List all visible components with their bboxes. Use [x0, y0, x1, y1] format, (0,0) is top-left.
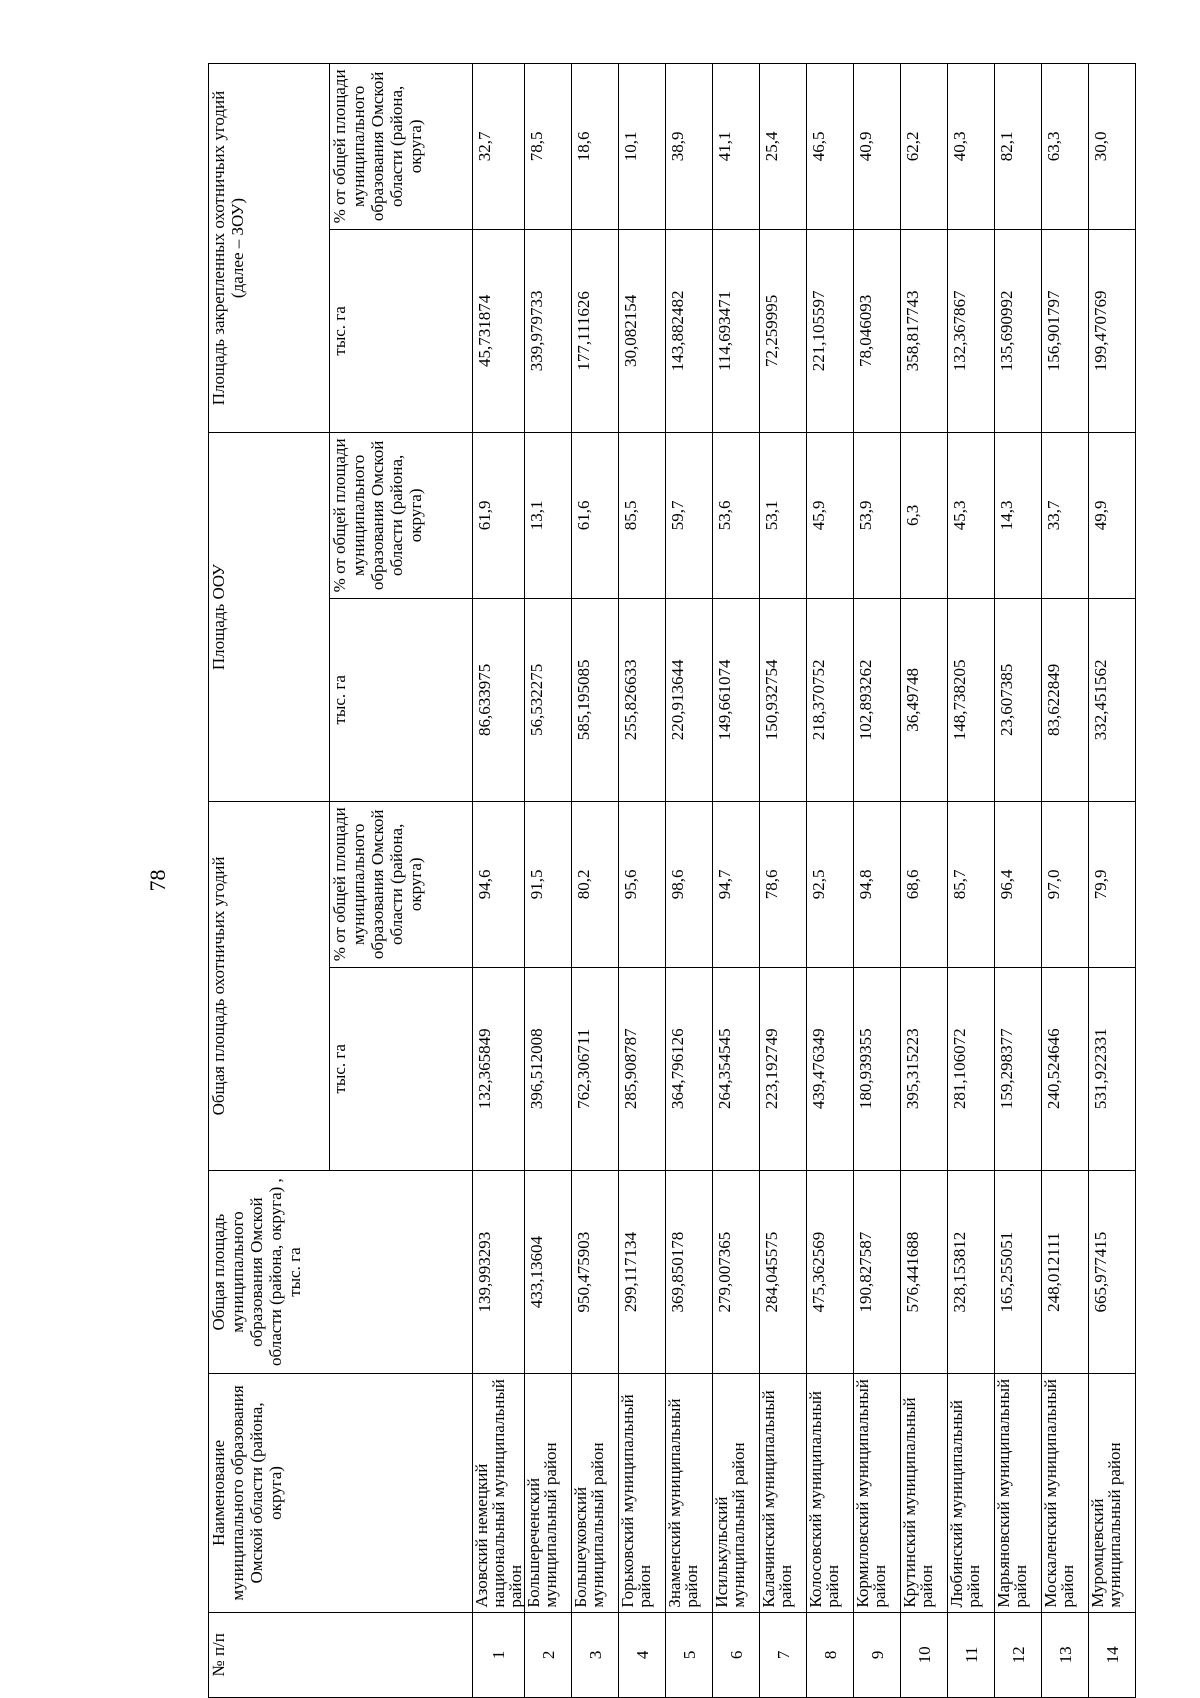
cell-zou-ha: 177,111626: [572, 229, 619, 432]
table-row: [572, 64, 619, 1698]
table-row: [854, 64, 901, 1698]
cell-oou-ha: 83,622849: [1042, 598, 1089, 801]
cell-hunting-pct: 98,6: [666, 801, 713, 967]
cell-hunting-pct: 68,6: [901, 801, 948, 967]
cell-name: Любинский муниципальный район: [948, 1374, 995, 1612]
cell-name: Крутинский муниципальный район: [901, 1374, 948, 1612]
cell-hunting-ha: 762,306711: [572, 967, 619, 1170]
cell-index: 1: [473, 1612, 525, 1697]
cell-hunting-ha: 396,512008: [525, 967, 572, 1170]
table-row: [760, 64, 807, 1698]
cell-oou-ha: 218,370752: [807, 598, 854, 801]
cell-oou-ha: 220,913644: [666, 598, 713, 801]
cell-index: 7: [760, 1612, 807, 1697]
cell-zou-ha: 143,882482: [666, 229, 713, 432]
cell-zou-pct: 41,1: [713, 64, 760, 230]
table-row: [619, 64, 666, 1698]
table-row: [948, 64, 995, 1698]
header-name: Наименование муниципального образования Омской области (района, округа): [209, 1374, 473, 1612]
cell-zou-pct: 82,1: [995, 64, 1042, 230]
cell-zou-ha: 114,693471: [713, 229, 760, 432]
cell-index: 3: [572, 1612, 619, 1697]
cell-oou-pct: 14,3: [995, 433, 1042, 599]
subheader-zou-pct: % от общей площади муниципального образования Омской области (района, округа): [330, 64, 473, 230]
header-hunting-area: Общая площадь охотничьих угодий: [209, 801, 330, 1170]
cell-oou-pct: 53,1: [760, 433, 807, 599]
cell-zou-ha: 78,046093: [854, 229, 901, 432]
cell-oou-pct: 33,7: [1042, 433, 1089, 599]
cell-zou-pct: 40,3: [948, 64, 995, 230]
cell-hunting-pct: 97,0: [1042, 801, 1089, 967]
hunting-area-table: [208, 63, 1136, 1698]
cell-name: Горьковский муниципальный район: [619, 1374, 666, 1612]
cell-oou-pct: 45,3: [948, 433, 995, 599]
cell-hunting-pct: 94,6: [473, 801, 525, 967]
cell-zou-ha: 339,979733: [525, 229, 572, 432]
table-row: [995, 64, 1042, 1698]
cell-total-area: 665,977415: [1089, 1170, 1136, 1373]
cell-index: 12: [995, 1612, 1042, 1697]
table-row: [525, 64, 572, 1698]
table-row: [1042, 64, 1089, 1698]
cell-oou-pct: 45,9: [807, 433, 854, 599]
cell-oou-pct: 85,5: [619, 433, 666, 599]
cell-zou-ha: 135,690992: [995, 229, 1042, 432]
cell-total-area: 279,007365: [713, 1170, 760, 1373]
cell-name: Знаменский муниципальный район: [666, 1374, 713, 1612]
cell-total-area: 475,362569: [807, 1170, 854, 1373]
cell-oou-pct: 61,9: [473, 433, 525, 599]
cell-hunting-ha: 159,298377: [995, 967, 1042, 1170]
cell-hunting-pct: 91,5: [525, 801, 572, 967]
cell-name: Кормиловский муниципальный район: [854, 1374, 901, 1612]
cell-oou-pct: 61,6: [572, 433, 619, 599]
header-oou-area: Площадь ООУ: [209, 433, 330, 802]
table-body: [473, 64, 1136, 1698]
cell-hunting-ha: 264,354545: [713, 967, 760, 1170]
cell-zou-pct: 10,1: [619, 64, 666, 230]
cell-zou-ha: 221,105597: [807, 229, 854, 432]
cell-total-area: 284,045575: [760, 1170, 807, 1373]
header-index: № п/п: [209, 1612, 473, 1697]
cell-total-area: 299,117134: [619, 1170, 666, 1373]
cell-name: Муромцевский муниципальный район: [1089, 1374, 1136, 1612]
cell-zou-pct: 46,5: [807, 64, 854, 230]
cell-oou-ha: 255,826633: [619, 598, 666, 801]
cell-hunting-pct: 80,2: [572, 801, 619, 967]
cell-zou-pct: 78,5: [525, 64, 572, 230]
table-row: [666, 64, 713, 1698]
cell-hunting-ha: 395,315223: [901, 967, 948, 1170]
cell-hunting-pct: 85,7: [948, 801, 995, 967]
cell-index: 2: [525, 1612, 572, 1697]
cell-oou-ha: 86,633975: [473, 598, 525, 801]
cell-hunting-pct: 94,7: [713, 801, 760, 967]
cell-oou-ha: 332,451562: [1089, 598, 1136, 801]
cell-total-area: 248,012111: [1042, 1170, 1089, 1373]
cell-zou-pct: 25,4: [760, 64, 807, 230]
subheader-hunting-ha: тыс. га: [330, 967, 473, 1170]
cell-oou-ha: 585,195085: [572, 598, 619, 801]
cell-hunting-ha: 531,922331: [1089, 967, 1136, 1170]
cell-zou-pct: 18,6: [572, 64, 619, 230]
cell-zou-ha: 132,367867: [948, 229, 995, 432]
cell-index: 11: [948, 1612, 995, 1697]
cell-name: Исилькульский муниципальный район: [713, 1374, 760, 1612]
cell-zou-ha: 72,259995: [760, 229, 807, 432]
cell-hunting-pct: 94,8: [854, 801, 901, 967]
subheader-oou-pct: % от общей площади муниципального образования Омской области (района, округа): [330, 433, 473, 599]
table-row: [473, 64, 525, 1698]
table-row: [713, 64, 760, 1698]
cell-name: Большереченский муниципальный район: [525, 1374, 572, 1612]
cell-index: 10: [901, 1612, 948, 1697]
cell-hunting-ha: 180,939355: [854, 967, 901, 1170]
table-row: [807, 64, 854, 1698]
cell-hunting-pct: 79,9: [1089, 801, 1136, 967]
cell-hunting-ha: 281,106072: [948, 967, 995, 1170]
cell-hunting-pct: 78,6: [760, 801, 807, 967]
cell-oou-ha: 56,532275: [525, 598, 572, 801]
cell-hunting-pct: 95,6: [619, 801, 666, 967]
cell-oou-pct: 59,7: [666, 433, 713, 599]
cell-total-area: 950,475903: [572, 1170, 619, 1373]
cell-total-area: 369,850178: [666, 1170, 713, 1373]
cell-hunting-pct: 92,5: [807, 801, 854, 967]
cell-zou-pct: 40,9: [854, 64, 901, 230]
cell-zou-pct: 30,0: [1089, 64, 1136, 230]
cell-hunting-ha: 132,365849: [473, 967, 525, 1170]
cell-zou-ha: 45,731874: [473, 229, 525, 432]
cell-zou-ha: 30,082154: [619, 229, 666, 432]
cell-index: 4: [619, 1612, 666, 1697]
cell-hunting-ha: 223,192749: [760, 967, 807, 1170]
cell-oou-pct: 53,9: [854, 433, 901, 599]
cell-zou-ha: 358,817743: [901, 229, 948, 432]
header-total-area: Общая площадь муниципального образования Омской области (района, округа) , тыс. га: [209, 1170, 473, 1373]
cell-total-area: 165,255051: [995, 1170, 1042, 1373]
subheader-zou-ha: тыс. га: [330, 229, 473, 432]
table-header: [209, 64, 473, 1698]
cell-oou-pct: 49,9: [1089, 433, 1136, 599]
cell-total-area: 139,993293: [473, 1170, 525, 1373]
cell-zou-pct: 63,3: [1042, 64, 1089, 230]
cell-index: 5: [666, 1612, 713, 1697]
cell-name: Азовский немецкий национальный муниципальный район: [473, 1374, 525, 1612]
cell-oou-ha: 149,661074: [713, 598, 760, 801]
cell-total-area: 328,153812: [948, 1170, 995, 1373]
cell-oou-pct: 53,6: [713, 433, 760, 599]
cell-index: 9: [854, 1612, 901, 1697]
cell-oou-pct: 6,3: [901, 433, 948, 599]
cell-oou-ha: 36,49748: [901, 598, 948, 801]
cell-name: Калачинский муниципальный район: [760, 1374, 807, 1612]
cell-total-area: 433,13604: [525, 1170, 572, 1373]
cell-oou-ha: 150,932754: [760, 598, 807, 801]
subheader-oou-ha: тыс. га: [330, 598, 473, 801]
cell-zou-ha: 156,901797: [1042, 229, 1089, 432]
cell-hunting-ha: 240,524646: [1042, 967, 1089, 1170]
header-zou-area: Площадь закрепленных охотничьих угодий (далее – ЗОУ): [209, 64, 330, 433]
cell-hunting-ha: 364,796126: [666, 967, 713, 1170]
cell-name: Большеуковский муниципальный район: [572, 1374, 619, 1612]
cell-zou-pct: 38,9: [666, 64, 713, 230]
cell-total-area: 190,827587: [854, 1170, 901, 1373]
cell-total-area: 576,441688: [901, 1170, 948, 1373]
cell-index: 8: [807, 1612, 854, 1697]
cell-hunting-ha: 439,476349: [807, 967, 854, 1170]
cell-name: Москаленский муниципальный район: [1042, 1374, 1089, 1612]
cell-index: 6: [713, 1612, 760, 1697]
subheader-hunting-pct: % от общей площади муниципального образования Омской области (района, округа): [330, 801, 473, 967]
page-number: 78: [145, 869, 170, 892]
cell-index: 13: [1042, 1612, 1089, 1697]
cell-zou-ha: 199,470769: [1089, 229, 1136, 432]
rotated-content: [138, 63, 1124, 1698]
cell-name: Марьяновский муниципальный район: [995, 1374, 1042, 1612]
cell-zou-pct: 32,7: [473, 64, 525, 230]
table-row: [901, 64, 948, 1698]
table-row: [1089, 64, 1136, 1698]
cell-oou-pct: 13,1: [525, 433, 572, 599]
cell-oou-ha: 102,893262: [854, 598, 901, 801]
cell-zou-pct: 62,2: [901, 64, 948, 230]
cell-name: Колосовский муниципальный район: [807, 1374, 854, 1612]
cell-index: 14: [1089, 1612, 1136, 1697]
cell-oou-ha: 23,607385: [995, 598, 1042, 801]
cell-oou-ha: 148,738205: [948, 598, 995, 801]
cell-hunting-pct: 96,4: [995, 801, 1042, 967]
cell-hunting-ha: 285,908787: [619, 967, 666, 1170]
